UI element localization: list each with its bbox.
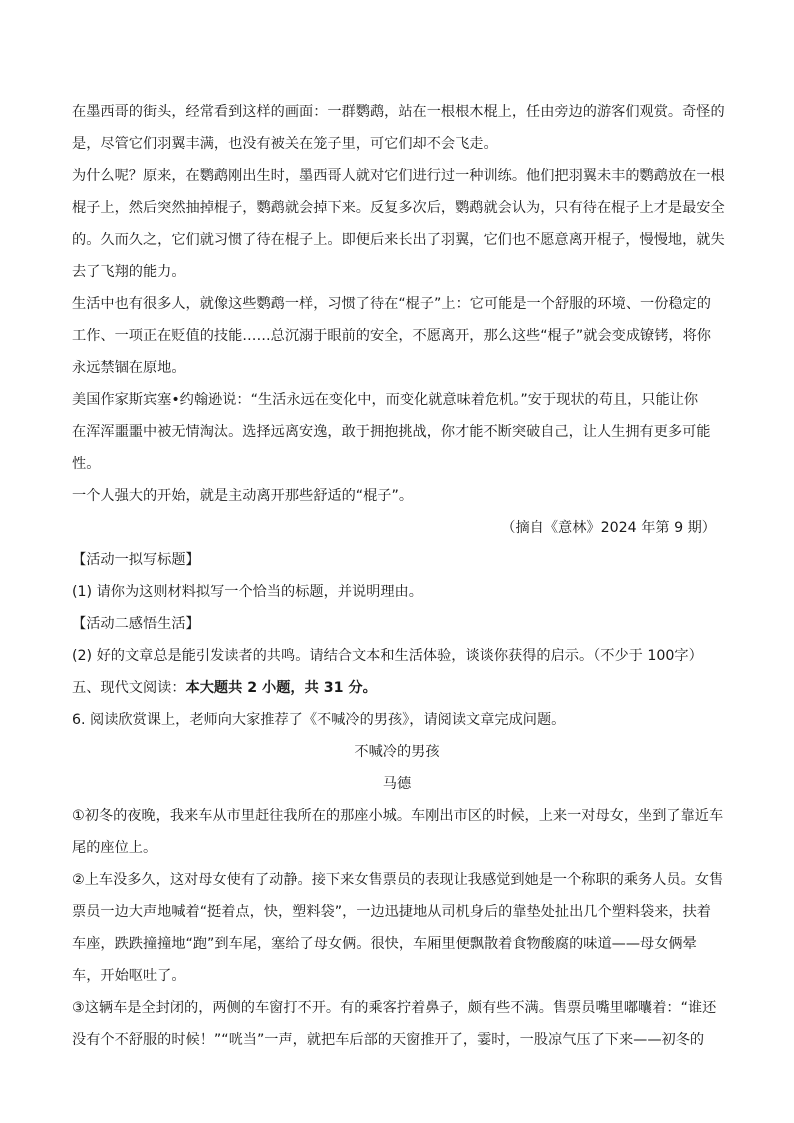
section-5-heading: [72, 672, 722, 704]
text-line: 没有个不舒服的时候！”“咣当”一声，就把车后部的天窗推开了，霎时，一股凉气压了下来——初冬的: [72, 1032, 705, 1048]
text-line: 在墨西哥的街头，经常看到这样的画面：一群鹦鹉，站在一根根木棍上，任由旁边的游客们观赏。奇怪的: [72, 104, 725, 120]
passage-paragraph-2: [72, 160, 725, 288]
text-line: 一个人强大的开始，就是主动离开那些舒适的“棍子”。: [72, 488, 414, 504]
article-author: 马德: [382, 776, 412, 792]
source-citation: （摘自《意林》2024 年第 9 期）: [501, 520, 716, 536]
text-line: 生活中也有很多人，就像这些鹦鹉一样，习惯了待在“棍子”上：它可能是一个舒服的环境、一份稳定的: [72, 296, 711, 312]
text-line: 棍子上，然后突然抽掉棍子，鹦鹉就会掉下来。反复多次后，鹦鹉就会认为，只有待在棍子上才是最安全: [72, 200, 725, 216]
document-page: [72, 96, 725, 1056]
text-line: ③这辆车是全封闭的，两侧的车窗打不开。有的乘客拧着鼻子，颇有些不满。售票员嘴里嘟囔着：“谁还: [72, 1000, 717, 1016]
text-line: 尾的座位上。: [72, 840, 158, 856]
passage-paragraph-5: [72, 480, 722, 512]
passage-paragraph-1: [72, 96, 725, 160]
article-title: 不喊冷的男孩: [354, 744, 440, 760]
text-line: 为什么呢？原来，在鹦鹉刚出生时，墨西哥人就对它们进行过一种训练。他们把羽翼未丰的鹦鹉放在一根: [72, 168, 725, 184]
text-line: 性。: [72, 456, 101, 472]
article-paragraph-3: [72, 992, 722, 1056]
text-line: 票员一边大声地喊着“挺着点，快，塑料袋”，一边迅捷地从司机身后的靠垫处扯出几个塑料袋来，扶着: [72, 904, 711, 920]
article-paragraph-2: [72, 864, 722, 992]
activity-1-heading: 【活动一拟写标题】: [72, 552, 200, 568]
text-line: 的。久而久之，它们就习惯了待在棍子上。即便后来长出了羽翼，它们也不愿意离开棍子，慢慢地，就失: [72, 232, 725, 248]
question-1: (1) 请你为这则材料拟写一个恰当的标题，并说明理由。: [72, 584, 423, 600]
text-line: ②上车没多久，这对母女使有了动静。接下来女售票员的表现让我感觉到她是一个称职的乘务人员。女售: [72, 872, 724, 888]
section-5-detail: 本大题共 2 小题，共 31 分。: [185, 680, 377, 696]
passage-paragraph-4: [72, 384, 722, 480]
question-2: (2) 好的文章总是能引发读者的共鸣。请结合文本和生活体验，谈谈你获得的启示。（不少于 100字）: [72, 648, 703, 664]
question-6-intro: 6. 阅读欣赏课上，老师向大家推荐了《不喊冷的男孩》，请阅读文章完成问题。: [72, 712, 566, 728]
text-line: 美国作家斯宾塞•约翰逊说：“生活永远在变化中，而变化就意味着危机。”安于现状的苟且，只能让你: [72, 392, 699, 408]
article-paragraph-1: [72, 800, 722, 864]
text-line: 在浑浑噩噩中被无情淘汰。选择远离安逸，敢于拥抱挑战，你才能不断突破自己，让人生拥有更多可能: [72, 424, 711, 440]
passage-paragraph-3: [72, 288, 722, 384]
text-line: 永远禁锢在原地。: [72, 360, 186, 376]
section-5-prefix: 五、现代文阅读：: [72, 680, 186, 696]
activity-2-heading: 【活动二感悟生活】: [72, 616, 200, 632]
text-line: ①初冬的夜晚，我来车从市里赶往我所在的那座小城。车刚出市区的时候，上来一对母女，坐到了靠近车: [72, 808, 724, 824]
text-line: 工作、一项正在贬值的技能……总沉溺于眼前的安全，不愿离开，那么这些“棍子”就会变成镣铐，将你: [72, 328, 711, 344]
text-line: 车座，跌跌撞撞地“跑”到车尾，塞给了母女俩。很快，车厢里便飘散着食物酸腐的味道——母女俩晕: [72, 936, 697, 952]
text-line: 是，尽管它们羽翼丰满，也没有被关在笼子里，可它们却不会飞走。: [72, 136, 498, 152]
text-line: 车，开始呕吐了。: [72, 968, 186, 984]
text-line: 去了飞翔的能力。: [72, 264, 186, 280]
